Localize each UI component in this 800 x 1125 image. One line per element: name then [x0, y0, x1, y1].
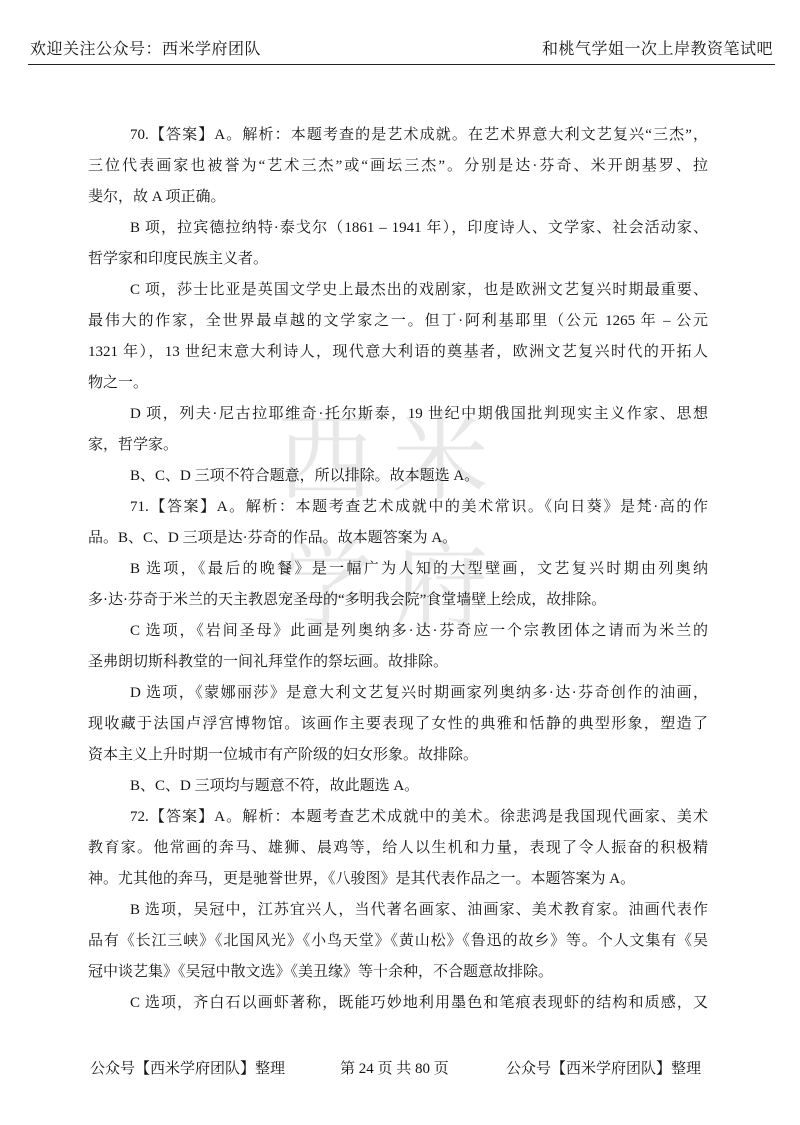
text-line: 圣弗朗切斯科教堂的一间礼拜堂作的祭坛画。故排除。 — [88, 654, 449, 670]
header-left-text: 欢迎关注公众号：西米学府团队 — [30, 41, 262, 58]
paragraph — [88, 492, 708, 554]
text-line: 多·达·芬奇于米兰的天主教恩宠圣母的“多明我会院”食堂墙壁上绘成，故排除。 — [88, 592, 607, 608]
paragraph — [88, 399, 708, 461]
text-line: B、C、D 三项不符合题意，所以排除。故本题选 A。 — [130, 468, 480, 484]
paragraph — [88, 802, 708, 895]
text-line: 71.【答案】A。解析：本题考查艺术成就中的美术常识。《向日葵》是梵·高的作 — [130, 499, 708, 515]
document-body — [88, 120, 708, 1019]
watermark-char: 学 — [277, 533, 374, 640]
text-line: B 选项，吴冠中，江苏宜兴人，当代著名画家、油画家、美术教育家。油画代表作 — [130, 902, 708, 918]
watermark-char: 米 — [392, 405, 489, 512]
text-line: 72.【答案】A。解析：本题考查艺术成就中的美术。徐悲鸿是我国现代画家、美术 — [130, 809, 708, 825]
text-line: 家，哲学家。 — [88, 437, 179, 453]
footer-right-text: 公众号【西米学府团队】整理 — [506, 1061, 702, 1077]
paragraph — [88, 120, 708, 213]
text-line: 教育家。他常画的奔马、雄狮、晨鸡等，给人以生机和力量，表现了令人振奋的积极精 — [88, 840, 708, 856]
text-line: 斐尔，故 A 项正确。 — [88, 189, 226, 205]
header-divider — [28, 64, 775, 65]
text-line: C 选项，齐白石以画虾著称，既能巧妙地利用墨色和笔痕表现虾的结构和质感，又 — [130, 995, 708, 1011]
header-right-text: 和桃气学姐一次上岸教资笔试吧 — [541, 41, 773, 58]
text-line: C 项，莎士比亚是英国文学史上最杰出的戏剧家，也是欧洲文艺复兴时期最重要、 — [130, 282, 708, 298]
text-line: 资本主义上升时期一位城市有产阶级的妇女形象。故排除。 — [88, 747, 479, 763]
text-line: C 选项，《岩间圣母》此画是列奥纳多·达·芬奇应一个宗教团体之请而为米兰的 — [130, 623, 708, 639]
text-line: 1321 年），13 世纪末意大利诗人，现代意大利语的奠基者，欧洲文艺复兴时代的开拓人 — [88, 344, 708, 360]
paragraph — [88, 461, 708, 492]
text-line: 品。B、C、D 三项是达·芬奇的作品。故本题答案为 A。 — [88, 530, 458, 546]
text-line: 冠中谈艺集》《吴冠中散文选》《美丑缘》等十余种，不合题意故排除。 — [88, 964, 554, 980]
watermark-char: 西 — [277, 405, 374, 512]
text-line: 三位代表画家也被誉为“艺术三杰”或“画坛三杰”。分别是达·芬奇、米开朗基罗、拉 — [88, 158, 708, 174]
footer-left-text: 公众号【西米学府团队】整理 — [90, 1061, 286, 1077]
text-line: B 选项，《最后的晚餐》是一幅广为人知的大型壁画，文艺复兴时期由列奥纳 — [130, 561, 708, 577]
text-line: 哲学家和印度民族主义者。 — [88, 251, 269, 267]
paragraph — [88, 988, 708, 1019]
text-line: 品有《长江三峡》《北国风光》《小鸟天堂》《黄山松》《鲁迅的故乡》等。个人文集有《吴 — [88, 933, 708, 949]
text-line: 现收藏于法国卢浮宫博物馆。该画作主要表现了女性的典雅和恬静的典型形象，塑造了 — [88, 716, 708, 732]
paragraph — [88, 213, 708, 275]
text-line: D 项，列夫·尼古拉耶维奇·托尔斯泰，19 世纪中期俄国批判现实主义作家、思想 — [130, 406, 708, 422]
paragraph — [88, 895, 708, 988]
text-line: 最伟大的作家，全世界最卓越的文学家之一。但丁·阿利基耶里（公元 1265 年 – 公元 — [88, 313, 708, 329]
text-line: B 项，拉宾德拉纳特·泰戈尔（1861 – 1941 年），印度诗人、文学家、社会活动家、 — [130, 220, 708, 236]
paragraph — [88, 771, 708, 802]
paragraph — [88, 678, 708, 771]
text-line: B、C、D 三项均与题意不符，故此题选 A。 — [130, 778, 420, 794]
paragraph — [88, 275, 708, 399]
text-line: 物之一。 — [88, 375, 149, 391]
text-line: D 选项，《蒙娜丽莎》是意大利文艺复兴时期画家列奥纳多·达·芬奇创作的油画， — [130, 685, 708, 701]
text-line: 神。尤其他的奔马，更是驰誉世界，《八骏图》是其代表作品之一。本题答案为 A。 — [88, 871, 636, 887]
page-number: 第 24 页 共 80 页 — [340, 1061, 449, 1077]
paragraph — [88, 554, 708, 616]
watermark-char: 府 — [392, 533, 489, 640]
text-line: 70.【答案】A。解析：本题考查的是艺术成就。在艺术界意大利文艺复兴“三杰”， — [130, 127, 708, 143]
paragraph — [88, 616, 708, 678]
